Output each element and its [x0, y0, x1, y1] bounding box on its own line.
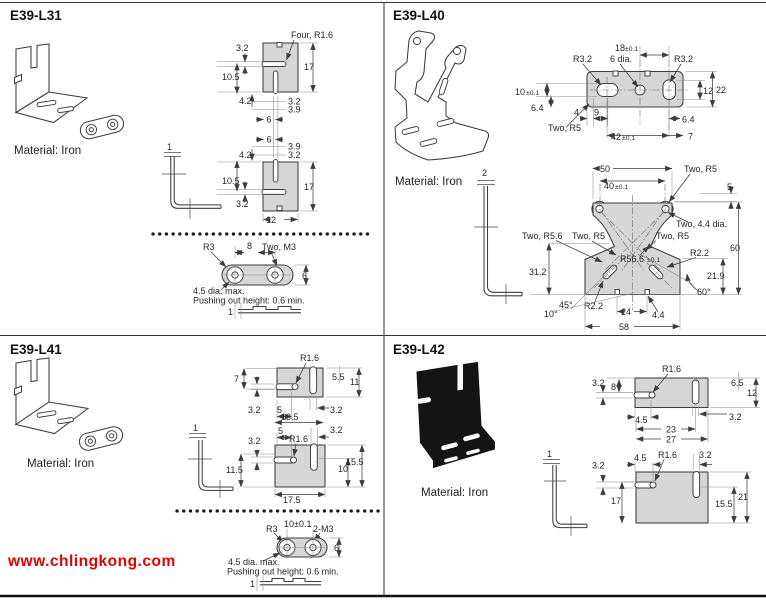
- dim-label: R3.2: [573, 54, 593, 64]
- material-label: Material: Iron: [14, 145, 82, 157]
- dim-label: 60°: [697, 287, 711, 297]
- l42-isometric-view: [417, 363, 495, 468]
- dim-label: 21.9: [707, 271, 725, 281]
- dim-label: R3: [203, 242, 215, 252]
- dim-label: R2.2: [690, 248, 710, 258]
- dim-label: R2.2: [584, 301, 604, 311]
- dim-label: R3.2: [674, 54, 694, 64]
- l42-front-view: [592, 364, 760, 523]
- dim-label: 13.5: [281, 412, 299, 422]
- dim-label: 10: [338, 464, 349, 474]
- l41-front-view: [226, 353, 366, 505]
- dim-label: R1.6: [658, 450, 678, 460]
- l31-mounting-plate-view: [193, 241, 310, 319]
- l41-isometric-view: [15, 358, 125, 452]
- dim-label: Two, R5: [684, 164, 718, 174]
- dim-label: 4.2: [239, 96, 252, 106]
- dim-label: 58: [619, 322, 630, 332]
- dim-label: 8: [611, 382, 617, 392]
- material-label: Material: Iron: [395, 176, 463, 188]
- dim-label: R56.6: [620, 254, 645, 264]
- dim-label: R1.6: [289, 434, 309, 444]
- dim-label: 3.2: [330, 405, 343, 415]
- dim-label: 3.9: [288, 104, 301, 115]
- l41-side-view: [188, 423, 233, 498]
- dim-label: 10: [515, 87, 526, 97]
- dim-label: R1.6: [300, 353, 320, 363]
- note-label: Pushing out height: 0.6 min.: [193, 295, 305, 306]
- l40-bottom-view: [522, 164, 743, 332]
- dim-label: 12: [266, 215, 277, 225]
- dim-label: 40: [604, 181, 615, 191]
- dim-label: 3.2: [248, 405, 261, 415]
- dim-label: 3.2: [729, 412, 742, 422]
- dim-label: 6: [266, 134, 272, 145]
- dim-label: 17: [611, 496, 622, 506]
- dim-label: 15.5: [346, 457, 364, 467]
- l40-isometric-view: [395, 31, 489, 160]
- note-label: 4.5 dia. max.: [228, 557, 280, 567]
- dim-label: 8: [247, 241, 253, 251]
- dim-label: 7: [688, 131, 694, 142]
- dim-label: 5.5: [332, 372, 345, 382]
- dim-label: 3.2: [330, 425, 343, 435]
- dim-tolerance: ±0.1: [622, 135, 636, 142]
- dim-label: 12: [747, 388, 758, 398]
- dim-label: 60: [730, 243, 741, 253]
- dim-label: 6: [266, 114, 272, 125]
- dim-label: 24: [621, 307, 632, 317]
- dim-label: 22: [716, 85, 727, 95]
- dim-label: 23: [666, 424, 677, 435]
- note-label: Pushing out height: 0.6 min.: [227, 566, 339, 577]
- dim-label: Two, 4.4 dia.: [676, 219, 728, 229]
- dim-label: 12: [703, 86, 714, 96]
- dim-label: 7: [234, 374, 240, 384]
- dim-label: 3.2: [592, 378, 605, 388]
- dim-label: 15.5: [715, 499, 733, 509]
- section-l40: [393, 8, 743, 332]
- section-title: E39-L42: [393, 342, 445, 357]
- dim-label: 4.4: [652, 310, 665, 320]
- dim-label: 1: [167, 142, 173, 152]
- dim-label: Two, R5: [656, 231, 690, 241]
- dim-label: 10.5: [222, 72, 240, 82]
- dim-label: Two, R5.6: [522, 231, 563, 241]
- dim-label: 17.5: [283, 495, 301, 505]
- l31-side-view: [162, 142, 221, 219]
- section-title: E39-L41: [10, 342, 62, 357]
- dim-label: 6.4: [682, 114, 695, 125]
- dim-label: Two, M3: [262, 242, 297, 252]
- l40-side-view: [474, 168, 522, 304]
- dim-label: R1.6: [662, 364, 682, 374]
- dim-label: 4: [574, 107, 580, 118]
- section-title: E39-L40: [393, 8, 445, 23]
- dim-label: 50: [600, 164, 611, 174]
- l31-front-view: [217, 30, 333, 225]
- dim-label: 4.2: [239, 150, 252, 160]
- dim-label: 31.2: [529, 267, 547, 277]
- dim-label: 6 dia.: [610, 54, 633, 64]
- dim-label: 2-M3: [313, 524, 334, 534]
- dim-label: 18: [615, 43, 626, 53]
- dim-label: 11: [350, 377, 360, 387]
- dim-label: 3.2: [699, 450, 712, 460]
- l41-mounting-plate-view: [227, 519, 343, 591]
- dim-label: R3: [266, 524, 278, 534]
- dim-label: 10.5: [222, 176, 240, 186]
- section-title: E39-L31: [10, 8, 62, 23]
- dim-label: 10°: [544, 309, 558, 319]
- watermark: www.chlingkong.com: [8, 553, 176, 570]
- dim-label: 3.2: [288, 96, 301, 107]
- dim-label: Two, R5: [548, 123, 582, 133]
- dim-label: 4.5: [635, 415, 648, 425]
- dim-label: 3.9: [288, 141, 301, 152]
- dim-label: 6.5: [731, 378, 744, 388]
- material-label: Material: Iron: [421, 487, 489, 499]
- l40-top-view: [515, 43, 726, 142]
- dim-label: 1: [547, 449, 553, 459]
- dim-tolerance: ±0.1: [615, 184, 629, 191]
- dim-label: 5: [727, 182, 733, 192]
- dim-label: 3.2: [236, 199, 249, 209]
- dim-label: 42: [611, 132, 622, 142]
- dim-label: Four, R1.6: [291, 30, 334, 40]
- dim-label: 11.5: [226, 465, 243, 475]
- dim-label: 6: [334, 543, 340, 553]
- section-l42: [393, 342, 760, 536]
- l31-isometric-view: [15, 44, 126, 141]
- dim-label: 10±0.1: [284, 519, 312, 529]
- dim-label: 5: [278, 426, 284, 436]
- dim-label: 2: [482, 168, 488, 178]
- dim-label: Two, R5: [572, 231, 606, 241]
- section-l31: [10, 8, 368, 319]
- dim-label: 9: [594, 107, 600, 118]
- dim-tolerance: ±0.1: [625, 46, 639, 53]
- dim-label: 5: [277, 405, 283, 415]
- dim-label: 1: [228, 307, 234, 317]
- dim-tolerance: ±0.1: [647, 257, 661, 264]
- dim-label: 3.2: [248, 436, 261, 446]
- dim-label: 3.2: [288, 150, 301, 160]
- dim-label: 17: [304, 182, 315, 192]
- dim-label: 3.2: [236, 43, 249, 53]
- dim-label: 21: [738, 492, 749, 502]
- dim-label: 6.4: [531, 103, 544, 113]
- dim-label: 1: [250, 579, 256, 589]
- note-label: 4.5 dia. max.: [193, 286, 245, 296]
- dim-tolerance: ±0.1: [526, 90, 540, 97]
- dim-label: 27: [666, 434, 677, 445]
- material-label: Material: Iron: [27, 458, 95, 470]
- dim-label: 1: [193, 423, 199, 433]
- dim-label: 4.5: [634, 453, 647, 463]
- dim-label: 6: [302, 271, 308, 281]
- dim-label: 3.2: [592, 460, 605, 471]
- dim-label: 45°: [559, 300, 573, 310]
- l42-side-view: [543, 449, 587, 536]
- dim-label: 17: [304, 62, 315, 72]
